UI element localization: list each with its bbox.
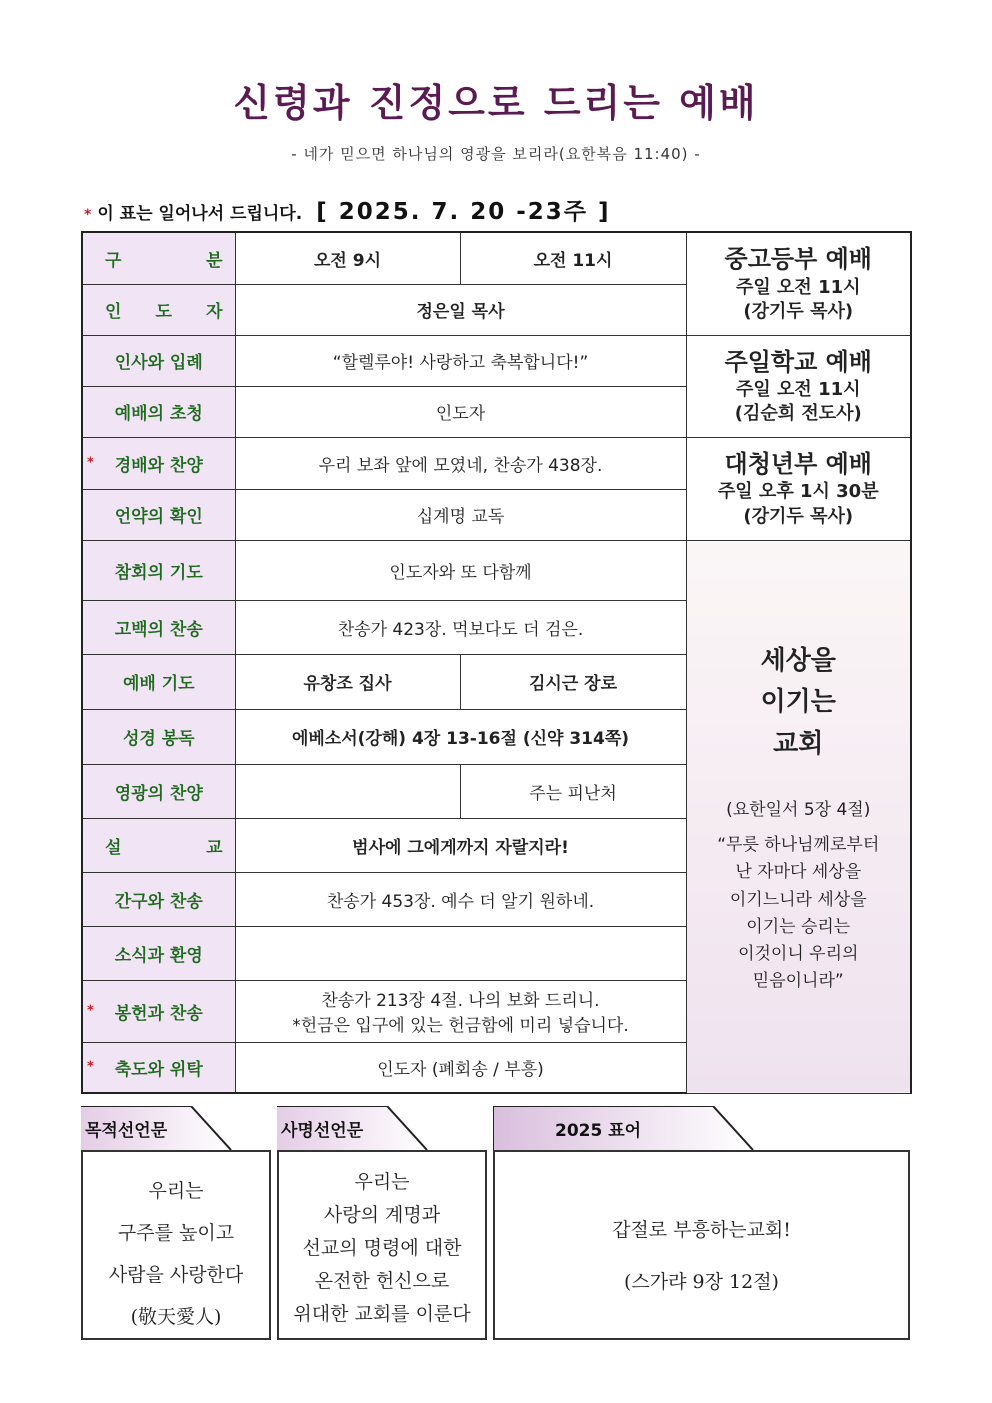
row-value: 인도자 (폐회송 / 부흥) [235,1042,686,1093]
mission-label: 사명선언문 [281,1121,364,1141]
row-label: 인사와 입례 [82,335,235,386]
purpose-box: 우리는 구주를 높이고 사람을 사랑한다 (敬天愛人) [81,1150,271,1340]
worship-order-table [81,231,912,1094]
row-value [235,926,686,980]
page-subtitle: - 네가 믿으면 하나님의 영광을 보리라(요한복음 11:40) - [291,145,701,163]
row-label: * 축도와 위탁 [82,1042,235,1093]
row-value: 십계명 교독 [235,489,686,540]
sermon-title: 범사에 그에게까지 자랄지라! [235,818,686,872]
row-value: “할렐루야! 사랑하고 축복합니다!” [235,335,686,386]
praise-11am: 주는 피난처 [460,764,686,818]
row-value: 찬송가 423장. 먹보다도 더 검은. [235,600,686,654]
star-marker: * [84,207,92,223]
row-label: 구 분 [82,232,235,284]
standing-notice [84,193,611,226]
service-date: [ 2025. 7. 20 -23주 ] [316,199,611,225]
prayer-11am: 김시근 장로 [460,654,686,709]
offering-value: 찬송가 213장 4절. 나의 보화 드리니. *헌금은 입구에 있는 헌금함에 미리 넣습니다. [235,980,686,1042]
motto-2025-box: 갑절로 부흥하는교회! (스가랴 9장 12절) [493,1150,910,1340]
church-motto-box [686,540,911,1093]
row-value: 우리 보좌 앞에 모였네, 찬송가 438장. [235,437,686,489]
purpose-box-header [81,1106,233,1150]
motto-title: 세상을 [760,645,836,676]
motto-title: 교회 [773,728,824,759]
row-label: 간구와 찬송 [82,872,235,926]
row-label: 소식과 환영 [82,926,235,980]
time-9am: 오전 9시 [235,232,460,284]
page-title: 신령과 진정으로 드리는 예배 [233,81,759,125]
motto-reference: (요한일서 5장 4절) [726,800,871,821]
motto-2025-label: 2025 표어 [555,1121,642,1141]
row-label: 성경 봉독 [82,709,235,764]
row-label: * 봉헌과 찬송 [82,980,235,1042]
young-adult-service-info: 대청년부 예배 주일 오후 1시 30분 (강기두 목사) [686,437,911,540]
sunday-school-info: 주일학교 예배 주일 오전 11시 (김순희 전도사) [686,335,911,437]
motto-title: 이기는 [760,687,836,718]
row-label: 예배 기도 [82,654,235,709]
row-label: 참회의 기도 [82,540,235,600]
row-label: 영광의 찬양 [82,764,235,818]
row-label: 언약의 확인 [82,489,235,540]
row-label: * 경배와 찬양 [82,437,235,489]
mission-box-header [277,1106,429,1150]
row-value: 인도자 [235,386,686,437]
row-value: 찬송가 453장. 예수 더 알기 원하네. [235,872,686,926]
motto-verse: “무릇 하나님께로부터 난 자마다 세상을 이기느니라 세상을 이기는 승리는 이것이니 우리의 믿음이니라” [717,835,880,992]
row-label: 설 교 [82,818,235,872]
mission-box: 우리는 사랑의 계명과 선교의 명령에 대한 온전한 헌신으로 위대한 교회를 이룬다 [277,1150,487,1340]
youth-service-info: 중고등부 예배 주일 오전 11시 (강기두 목사) [686,232,911,335]
row-value: 인도자와 또 다함께 [235,540,686,600]
row-label: 고백의 찬송 [82,600,235,654]
row-value: 정은일 목사 [235,284,686,335]
scripture-reading: 에베소서(강해) 4장 13-16절 (신약 314쪽) [235,709,686,764]
purpose-label: 목적선언문 [85,1121,168,1141]
time-11am: 오전 11시 [460,232,686,284]
motto-box-header [493,1106,755,1150]
notice-text: 이 표는 일어나서 드립니다. [97,204,303,224]
praise-9am [235,764,460,818]
row-label: 인 도 자 [82,284,235,335]
row-label: 예배의 초청 [82,386,235,437]
prayer-9am: 유창조 집사 [235,654,460,709]
